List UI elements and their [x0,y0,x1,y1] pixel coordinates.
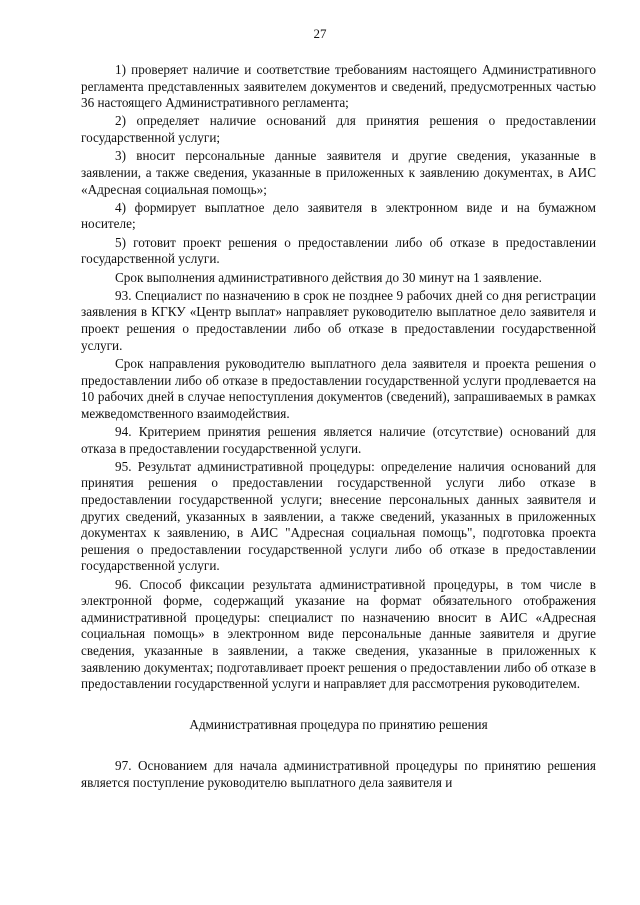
paragraph-item-5-draft-decision: 5) готовит проект решения о предоставлении либо об отказе в предоставлении государственной услуги. [81,234,596,267]
paragraph-93-extension: Срок направления руководителю выплатного дела заявителя и проекта решения о предоставлении либо об отказе в предоставлении государственной услуги продлевается на 10 рабочих дней в случае непоступления документов (сведений), запрашиваемых в рамках межведомственного взаимодействия. [81,355,596,421]
paragraph-96: 96. Способ фиксации результата административной процедуры, в том числе в электронной форме, содержащий указание на формат обязательного отображения административной процедуры: специалист по назначению вносит в АИС «Адресная социальная помощь» в электронном виде персональные данные заявителя и другие сведения, указанные в заявлении, а также сведения, указанные в приложенных к заявлению документах; подготавливает проект решения о предоставлении либо об отказе в предоставлении государственной услуги и направляет для рассмотрения руководителем. [81,576,596,692]
paragraph-95: 95. Результат административной процедуры: определение наличия оснований для принятия решения о предоставлении государственной услуги либо отказе в предоставлении государственной услуги; внесение персональных данных заявителя и других сведений, указанных в заявлении, а также сведений, указанных в приложенных документах к заявлению, в АИС "Адресная социальная помощь", подготовка проекта решения о предоставлении государственной услуги либо об отказе в предоставлении государственной услуги. [81,458,596,574]
paragraph-93: 93. Специалист по назначению в срок не позднее 9 рабочих дней со дня регистрации заявления в КГКУ «Центр выплат» направляет руководителю выплатное дело заявителя и проект решения о предоставлении либо об отказе в предоставлении государственной услуги. [81,287,596,353]
paragraph-97: 97. Основанием для начала административной процедуры по принятию решения является поступление руководителю выплатного дела заявителя и [81,758,596,791]
paragraph-action-deadline: Срок выполнения административного действия до 30 минут на 1 заявление. [115,269,542,285]
section-heading: Административная процедура по принятию решения [189,716,488,732]
paragraph-94: 94. Критерием принятия решения является наличие (отсутствие) оснований для отказа в предоставлении государственной услуги. [81,423,596,456]
page-number: 27 [313,26,327,41]
paragraph-item-2-grounds: 2) определяет наличие оснований для принятия решения о предоставлении государственной услуги; [81,113,596,146]
paragraph-item-1-check-documents: 1) проверяет наличие и соответствие требованиям настоящего Административного регламента представленных заявителем документов и сведений, предусмотренных частью 36 настоящего Административного регламента; [81,62,596,111]
paragraph-item-3-enter-data: 3) вносит персональные данные заявителя и другие сведения, указанные в заявлении, а также сведения, указанные в приложенных к заявлению документах, в АИС «Адресная социальная помощь»; [81,148,596,197]
paragraph-item-4-form-file: 4) формирует выплатное дело заявителя в электронном виде и на бумажном носителе; [81,199,596,232]
document-body [81,62,596,793]
